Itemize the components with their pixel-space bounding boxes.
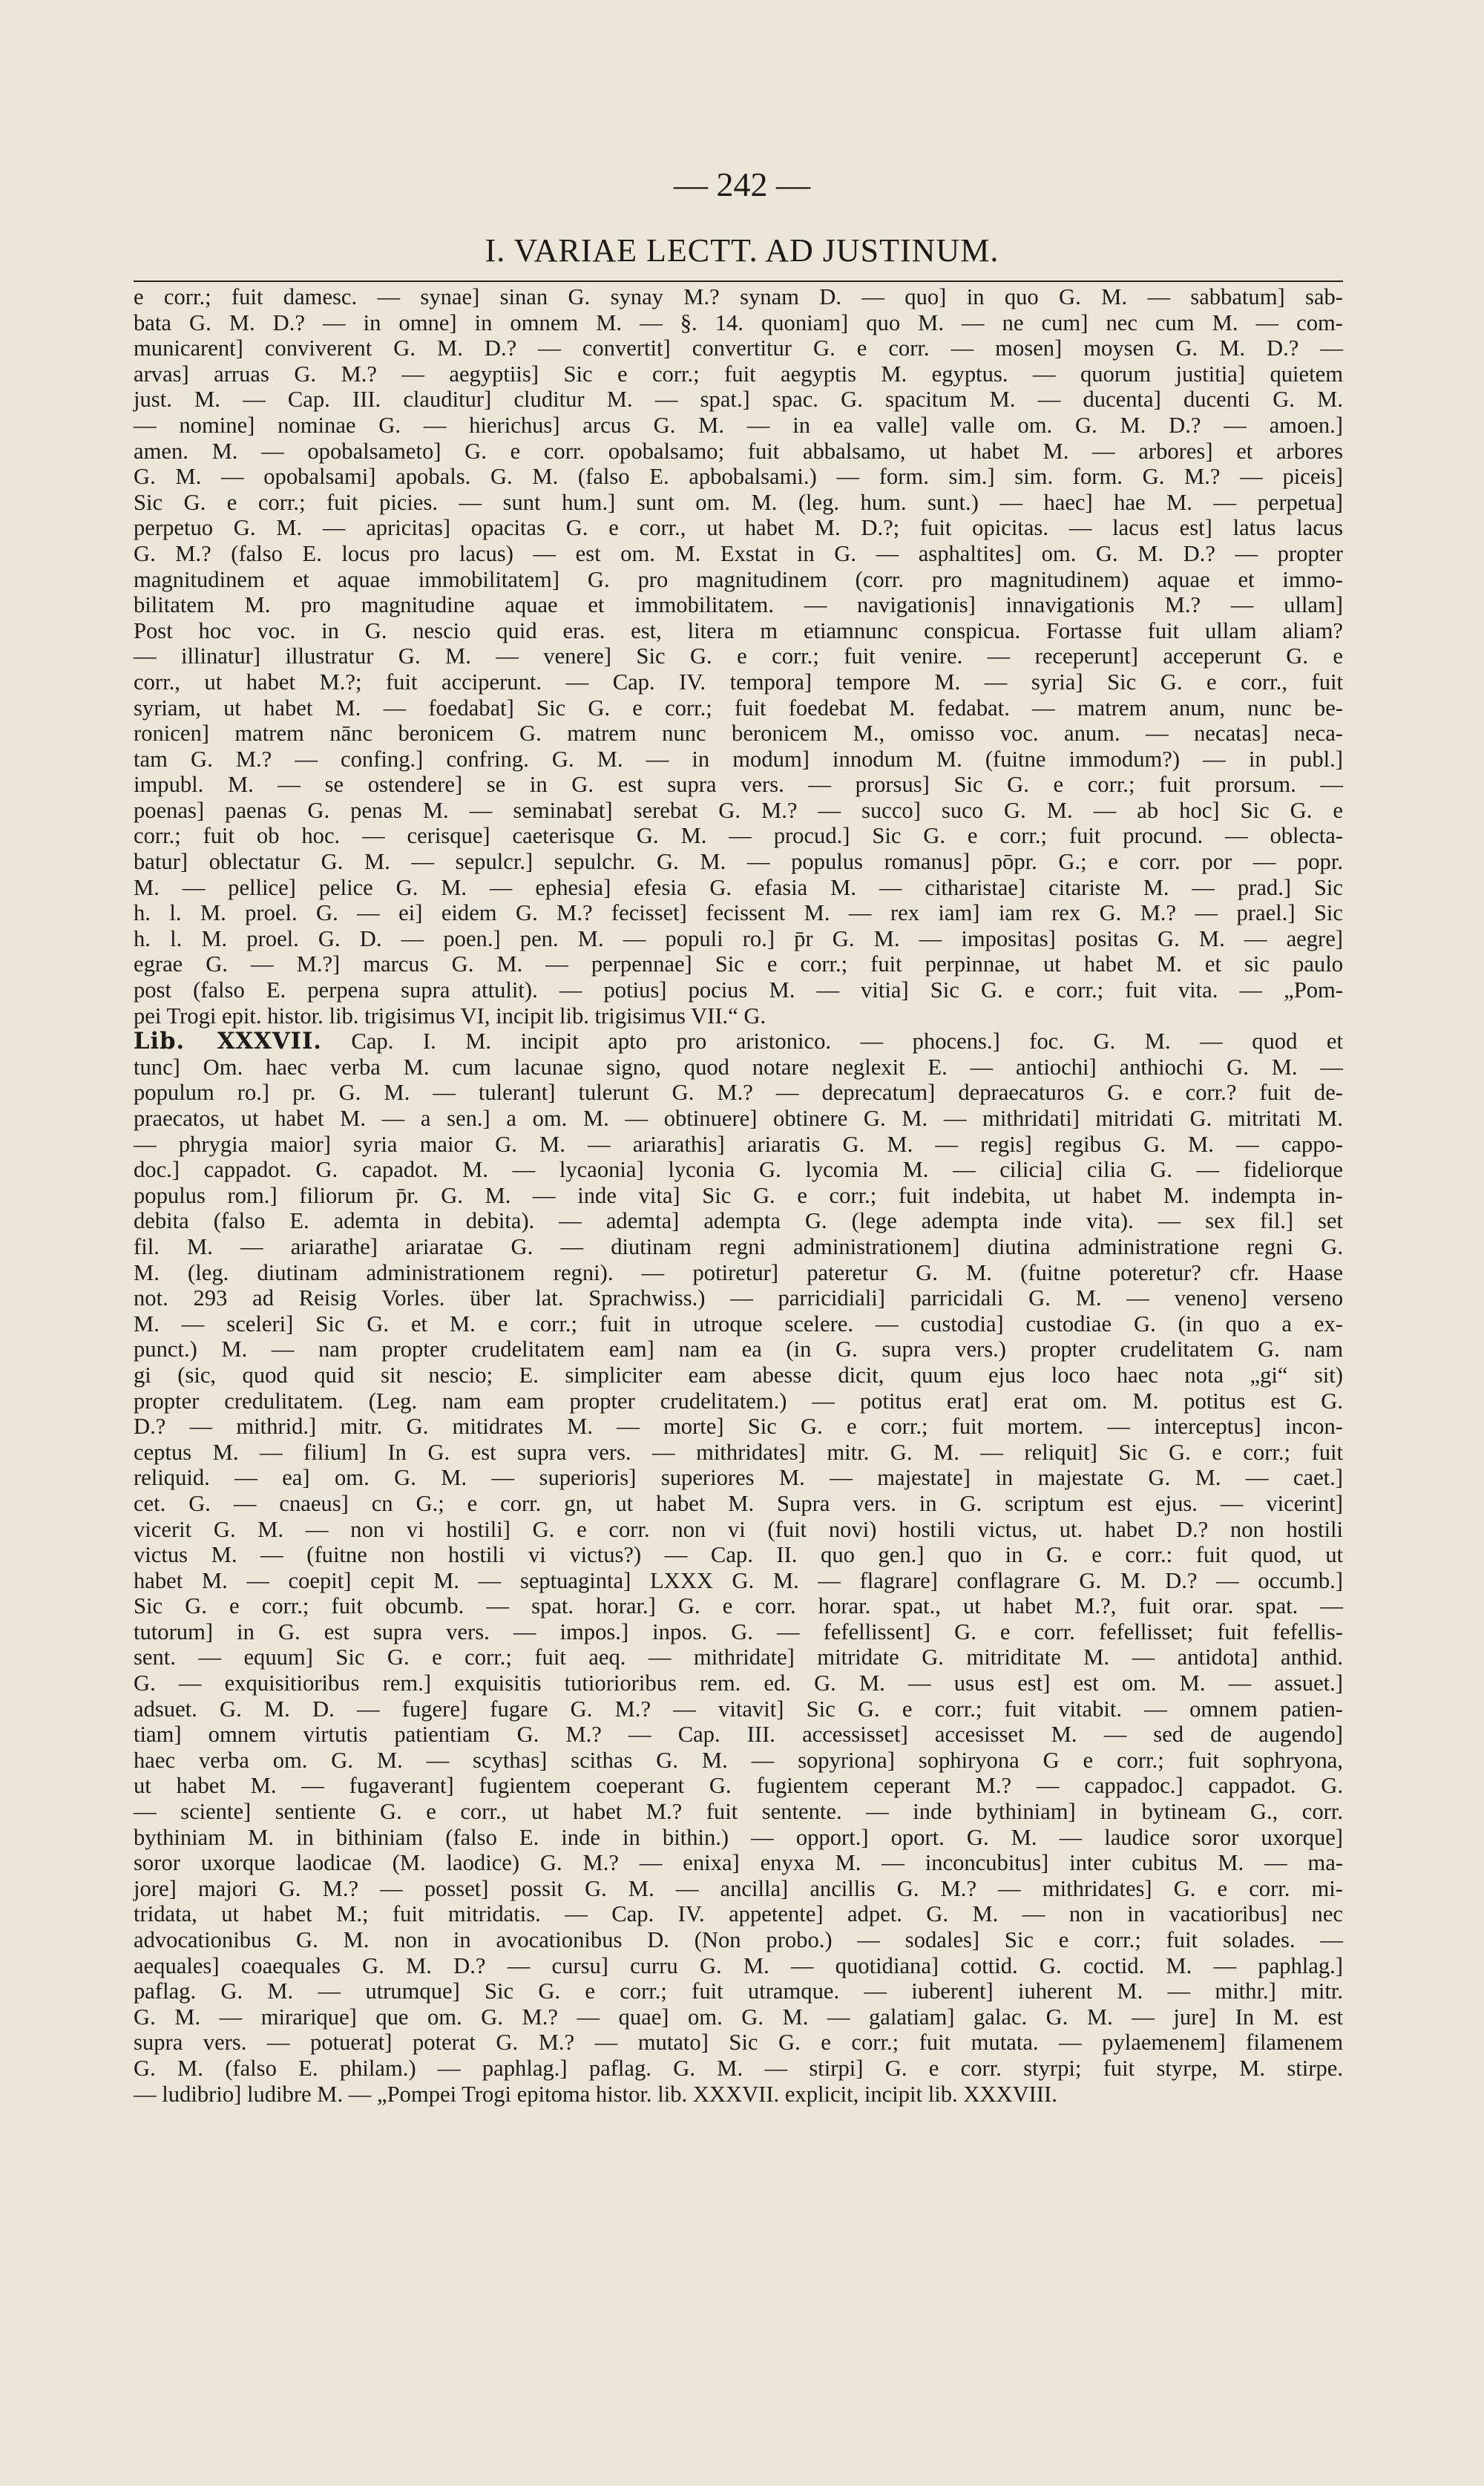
text-line: punct.) M. — nam propter crudelitatem eam] nam ea (in G. supra vers.) propter crudelitatem G. nam (134, 1337, 1343, 1362)
text-line: poenas] paenas G. penas M. — seminabat] serebat G. M.? — succo] suco G. M. — ab hoc] Sic G. e (134, 797, 1343, 823)
page-number: — 242 — (674, 165, 810, 203)
text-line: bythiniam M. in bithiniam (falso E. inde in bithin.) — opport.] oport. G. M. — laudice soror uxorque] (134, 1824, 1343, 1850)
text-line: doc.] cappadot. G. capadot. M. — lycaonia] lyconia G. lycomia M. — cilicia] cilia G. — fideliorque (134, 1157, 1343, 1183)
text-line: praecatos, ut habet M. — a sen.] a om. M. — obtinuere] obtinere G. M. — mithridati] mitridati G. mitritati M. (134, 1106, 1343, 1131)
text-line: Sic G. e corr.; fuit obcumb. — spat. horar.] G. e corr. horar. spat., ut habet M.?, fuit orar. spat. — (134, 1593, 1343, 1619)
text-line: G. M. — mirarique] que om. G. M.? — quae] om. G. M. — galatiam] galac. G. M. — jure] In M. est (134, 2004, 1343, 2030)
text-line: sent. — equum] Sic G. e corr.; fuit aeq. — mithridate] mitridate G. mitriditate M. — antidota] anthid. (134, 1644, 1343, 1670)
text-line: debita (falso E. ademta in debita). — ademta] adempta G. (lege adempta inde vita). — sex fil.] set (134, 1208, 1343, 1234)
text-line: — phrygia maior] syria maior G. M. — ariarathis] ariaratis G. M. — regis] regibus G. M. — cappo- (134, 1131, 1343, 1157)
text-line: reliquid. — ea] om. G. M. — superioris] superiores M. — majestate] in majestate G. M. — caet.] (134, 1465, 1343, 1491)
text-body (134, 284, 1343, 2107)
text-line: syriam, ut habet M. — foedabat] Sic G. e corr.; fuit foedebat M. fedabat. — matrem anum, nunc be- (134, 695, 1343, 721)
text-line: habet M. — coepit] cepit M. — septuaginta] LXXX G. M. — flagrare] conflagrare G. M. D.? — occumb.] (134, 1567, 1343, 1593)
text-line: corr., ut habet M.?; fuit acciperunt. — Cap. IV. tempora] tempore M. — syria] Sic G. e corr., fuit (134, 669, 1343, 695)
book-heading: Lib. XXXVII. (134, 1028, 322, 1055)
text-line: perpetuo G. M. — apricitas] opacitas G. e corr., ut habet M. D.?; fuit opicitas. — lacus est] latus lacus (134, 515, 1343, 541)
text-line: tridata, ut habet M.; fuit mitridatis. — Cap. IV. appetente] adpet. G. M. — non in vacatioribus] nec (134, 1901, 1343, 1927)
header-rule (134, 281, 1343, 282)
text-line: D.? — mithrid.] mitr. G. mitidrates M. — morte] Sic G. e corr.; fuit mortem. — interceptus] incon- (134, 1414, 1343, 1440)
section-title: I. VARIAE LECTT. AD JUSTINUM. (485, 232, 999, 269)
text-line: Lib. XXXVII. Cap. I. M. incipit apto pro aristonico. — phocens.] foc. G. M. — quod et (134, 1028, 1343, 1055)
text-line: Sic G. e corr.; fuit picies. — sunt hum.] sunt om. M. (leg. hum. sunt.) — haec] hae M. — perpetua] (134, 489, 1343, 515)
text-line: victus M. — (fuitne non hostili vi victus?) — Cap. II. quo gen.] quo in G. e corr.: fuit quod, ut (134, 1542, 1343, 1568)
text-line: pei Trogi epit. histor. lib. trigisimus VI, incipit lib. trigisimus VII.“ G. (134, 1003, 766, 1029)
text-line: ronicen] matrem nānc beronicem G. matrem nunc beronicem M., omisso voc. anum. — necatas] neca- (134, 721, 1343, 747)
text-line: G. M. (falso E. philam.) — paphlag.] paflag. G. M. — stirpi] G. e corr. styrpi; fuit styrpe, M. stirpe. (134, 2055, 1343, 2081)
text-line: M. — sceleri] Sic G. et M. e corr.; fuit in utroque scelere. — custodia] custodiae G. (in quo a ex- (134, 1311, 1343, 1337)
text-line: e corr.; fuit damesc. — synae] sinan G. synay M.? synam D. — quo] in quo G. M. — sabbatum] sab- (134, 284, 1343, 309)
text-line: adsuet. G. M. D. — fugere] fugare G. M.? — vitavit] Sic G. e corr.; fuit vitabit. — omnem patien- (134, 1696, 1343, 1722)
text-line: — illinatur] illustratur G. M. — venere] Sic G. e corr.; fuit venire. — receperunt] acceperunt G. e (134, 643, 1343, 669)
text-line: just. M. — Cap. III. clauditur] cluditur M. — spat.] spac. G. spacitum M. — ducenta] ducenti G. M. (134, 387, 1343, 413)
text-line: tiam] omnem virtutis patientiam G. M.? — Cap. III. accessisset] accesisset M. — sed de augendo] (134, 1722, 1343, 1748)
text-line: vicerit G. M. — non vi hostili] G. e corr. non vi (fuit novi) hostili victus, ut. habet D.? non hostili (134, 1516, 1343, 1542)
text-line: jore] majori G. M.? — posset] possit G. M. — ancilla] ancillis G. M.? — mithridates] G. e corr. mi- (134, 1875, 1343, 1901)
text-line: paflag. G. M. — utrumque] Sic G. e corr.; fuit utramque. — iuberent] iuherent M. — mithr.] mitr. (134, 1978, 1343, 2004)
text-line: M. — pellice] pelice G. M. — ephesia] efesia G. efasia M. — citharistae] citariste M. — prad.] Sic (134, 874, 1343, 900)
text-line: corr.; fuit ob hoc. — cerisque] caeterisque G. M. — procud.] Sic G. e corr.; fuit procund. — oblecta- (134, 823, 1343, 849)
text-line: h. l. M. proel. G. D. — poen.] pen. M. — populi ro.] p̄r G. M. — impositas] positas G. M. — aegre] (134, 925, 1343, 951)
text-line: fil. M. — ariarathe] ariaratae G. — diutinam regni administrationem] diutina administratione regni G. (134, 1233, 1343, 1259)
text-line: gi (sic, quod quid sit nescio; E. simpliciter eam abesse dicit, quum ejus loco haec nota „gi“ sit) (134, 1362, 1343, 1388)
text-line: impubl. M. — se ostendere] se in G. est supra vers. — prorsus] Sic G. e corr.; fuit prorsum. — (134, 772, 1343, 798)
text-line: bata G. M. D.? — in omne] in omnem M. — §. 14. quoniam] quo M. — ne cum] nec cum M. — com- (134, 309, 1343, 335)
text-line: cet. G. — cnaeus] cn G.; e corr. gn, ut habet M. Supra vers. in G. scriptum est ejus. — vicerint] (134, 1490, 1343, 1516)
text-line: G. M.? (falso E. locus pro lacus) — est om. M. Exstat in G. — asphaltites] om. G. M. D.? — propter (134, 540, 1343, 566)
text-line: populus rom.] filiorum p̄r. G. M. — inde vita] Sic G. e corr.; fuit indebita, ut habet M. indempta in- (134, 1182, 1343, 1208)
text-line: Post hoc voc. in G. nescio quid eras. est, litera m etiamnunc conspicua. Fortasse fuit ullam aliam? (134, 617, 1343, 643)
text-line: ceptus M. — filium] In G. est supra vers. — mithridates] mitr. G. M. — reliquit] Sic G. e corr.; fuit (134, 1439, 1343, 1465)
text-line: h. l. M. proel. G. — ei] eidem G. M.? fecisset] fecissent M. — rex iam] iam rex G. M.? — prael.] Sic (134, 900, 1343, 926)
text-line: tutorum] in G. est supra vers. — impos.] inpos. G. — fefellissent] G. e corr. fefellisset; fuit fefellis- (134, 1618, 1343, 1644)
text-line: post (falso E. perpena supra attulit). — potius] pocius M. — vitia] Sic G. e corr.; fuit vita. — „Pom- (134, 977, 1343, 1003)
text-line: tunc] Om. haec verba M. cum lacunae signo, quod notare neglexit E. — antiochi] anthiochi G. M. — (134, 1054, 1343, 1080)
text-line: bilitatem M. pro magnitudine aquae et immobilitatem. — navigationis] innavigationis M.? — ullam] (134, 592, 1343, 618)
text-line: batur] oblectatur G. M. — sepulcr.] sepulchr. G. M. — populus romanus] pōpr. G.; e corr. por — popr. (134, 849, 1343, 875)
text-line: advocationibus G. M. non in avocationibus D. (Non probo.) — sodales] Sic e corr.; fuit solades. — (134, 1927, 1343, 1952)
text-line: propter credulitatem. (Leg. nam eam propter crudelitatem.) — potitus erat] erat om. M. potitus est G. (134, 1388, 1343, 1414)
text-line: egrae G. — M.?] marcus G. M. — perpennae] Sic e corr.; fuit perpinnae, ut habet M. et sic paulo (134, 951, 1343, 977)
text-line: municarent] conviverent G. M. D.? — convertit] convertitur G. e corr. — mosen] moysen G. M. D.? — (134, 335, 1343, 361)
text-line: G. M. — opobalsami] apobals. G. M. (falso E. apbobalsami.) — form. sim.] sim. form. G. M.? — piceis] (134, 464, 1343, 490)
text-line: ut habet M. — fugaverant] fugientem coeperant G. fugientem ceperant M.? — cappadoc.] cappadot. G. (134, 1773, 1343, 1799)
text-line: — sciente] sentiente G. e corr., ut habet M.? fuit sentente. — inde bythiniam] in bytineam G., corr. (134, 1799, 1343, 1825)
text-line: G. — exquisitioribus rem.] exquisitis tutiorioribus rem. ed. G. M. — usus est] est om. M. — assuet.] (134, 1670, 1343, 1696)
text-line: populum ro.] pr. G. M. — tulerant] tulerunt G. M.? — deprecatum] depraecaturos G. e corr.? fuit de- (134, 1080, 1343, 1106)
text-line: not. 293 ad Reisig Vorles. über lat. Sprachwiss.) — parricidiali] parricidali G. M. — veneno] verseno (134, 1285, 1343, 1311)
text-line: amen. M. — opobalsameto] G. e corr. opobalsamo; fuit abbalsamo, ut habet M. — arbores] et arbores (134, 438, 1343, 464)
text-line: M. (leg. diutinam administrationem regni). — potiretur] pateretur G. M. (fuitne poteretur? cfr. Haase (134, 1259, 1343, 1285)
text-line: — ludibrio] ludibre M. — „Pompei Trogi epitoma histor. lib. XXXVII. explicit, incipit lib. XXXVIII. (134, 2081, 1057, 2107)
text-line: aequales] coaequales G. M. D.? — cursu] curru G. M. — quotidiana] cottid. G. coctid. M. — paphlag.] (134, 1952, 1343, 1978)
text-line: tam G. M.? — confing.] confring. G. M. — in modum] innodum M. (fuitne immodum?) — in publ.] (134, 746, 1343, 772)
text-line: arvas] arruas G. M.? — aegyptiis] Sic e corr.; fuit aegyptis M. egyptus. — quorum justitia] quietem (134, 361, 1343, 387)
text-line: magnitudinem et aquae immobilitatem] G. pro magnitudinem (corr. pro magnitudinem) aquae et immo- (134, 566, 1343, 592)
text-line: haec verba om. G. M. — scythas] scithas G. M. — sopyriona] sophiryona G e corr.; fuit sophryona, (134, 1747, 1343, 1773)
text-line: supra vers. — potuerat] poterat G. M.? — mutato] Sic G. e corr.; fuit mutata. — pylaemenem] filamenem (134, 2030, 1343, 2056)
text-line: soror uxorque laodicae (M. laodice) G. M.? — enixa] enyxa M. — inconcubitus] inter cubitus M. — ma- (134, 1850, 1343, 1876)
text-line: — nomine] nominae G. — hierichus] arcus G. M. — in ea valle] valle om. G. M. D.? — amoen.] (134, 412, 1343, 438)
